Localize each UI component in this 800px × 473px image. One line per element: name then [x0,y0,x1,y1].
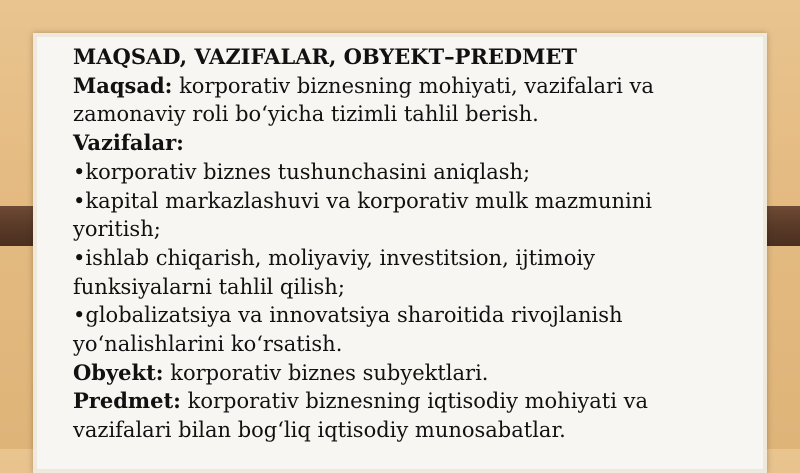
bullet-2-line-2: yoritish; [73,217,161,242]
obyekt-label: Obyekt: [73,359,164,385]
obyekt-text: korporativ biznes subyektlari. [163,360,489,385]
vazifalar-label: Vazifalar: [73,130,184,156]
slide-content [73,43,713,445]
bullet-4-line-2: yo‘nalishlarini ko‘rsatish. [73,332,343,357]
predmet-label: Predmet: [73,388,181,414]
bullet-2-line-1: •kapital markazlashuvi va korporativ mulk mazmunini [73,188,653,213]
bullet-3-line-2: funksiyalarni tahlil qilish; [73,274,345,299]
bullet-3-line-1: •ishlab chiqarish, moliyaviy, investitsion, ijtimoiy [73,245,595,270]
maqsad-line-2: zamonaviy roli bo‘yicha tizimli tahlil berish. [73,102,539,127]
bullet-1-line-1: •korporativ biznes tushunchasini aniqlash; [73,159,531,184]
maqsad-line-1 [73,72,713,101]
bullet-4-line-1: •globalizatsiya va innovatsiya sharoitida rivojlanish [73,303,623,328]
obyekt-line [73,359,713,388]
slide-title: MAQSAD, VAZIFALAR, OBYEKT–PREDMET [73,44,577,69]
maqsad-text-1: korporativ biznesning mohiyati, vazifalari va [172,73,654,98]
predmet-line-1 [73,387,713,416]
predmet-line-2: vazifalari bilan bog‘liq iqtisodiy munosabatlar. [73,418,566,443]
maqsad-label: Maqsad: [73,72,173,98]
predmet-text-1: korporativ biznesning iqtisodiy mohiyati va [180,389,649,414]
